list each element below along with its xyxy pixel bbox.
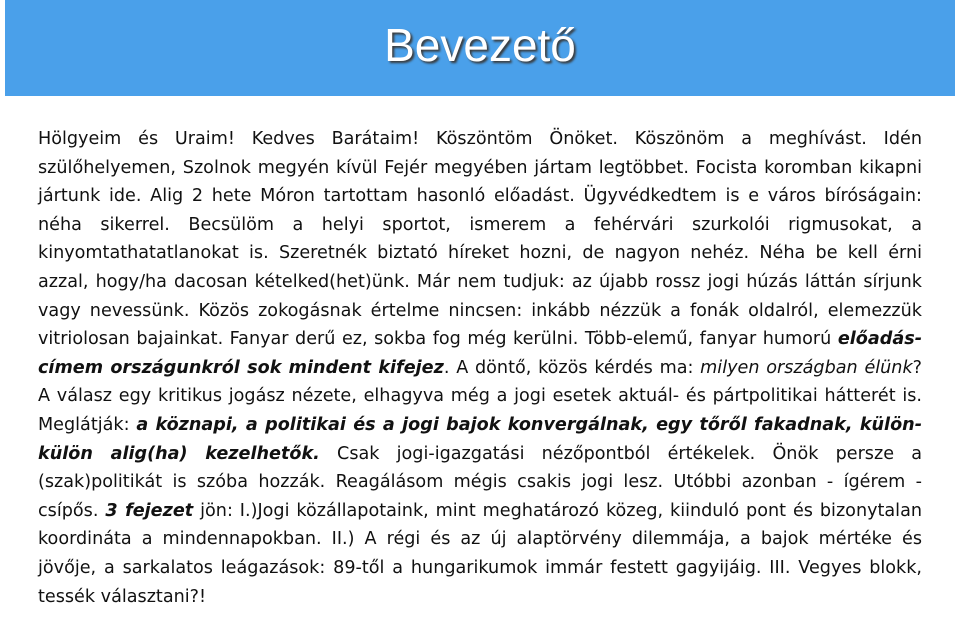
emphasis-thesis: a köznapi, a politikai és a jogi bajok konvergálnak, egy tőről fakadnak, külön-külön alig(ha) kezelhetők.: [38, 414, 922, 464]
title-bar: [5, 0, 955, 96]
emphasis-chapters: 3 fejezet: [105, 500, 194, 521]
text-segment-outline: jön: I.)Jogi közállapotaink, mint meghatározó közeg, kiinduló pont és bizonytalan koordináta a mindennapokban. II.) A régi és az új alaptörvény dilemmája, a bajok mértéke és jövője, a sarkalatos leágazások: 89-től a hungarikumok immár festett gagyijáig. III. Vegyes blokk, tessék választani?!: [38, 500, 923, 607]
body-paragraph: [38, 125, 922, 611]
text-segment-intro: Hölgyeim és Uraim! Kedves Barátaim! Köszöntöm Önöket. Köszönöm a meghívást. Idén szülőhelyemen, Szolnok megyén kívül Fejér megyében jártam legtöbbet. Focista koromban kikapni jártunk ide. Alig 2 hete Móron tartottam hasonló előadást. Ügyvédkedtem is e város bíróságain: néha sikerrel. Becsülöm a helyi sportot, ismerem a fehérvári szurkolói rigmusokat, a kinyomtathatatlanokat is. Szeretnék biztató híreket hozni, de nagyon nehéz. Néha be kell érni azzal, hogy/ha dacosan kételked(het)ünk. Már nem tudjuk: az újabb rossz jogi húzás láttán sírjunk vagy nevessünk. Közös zokogásnak értelme nincsen: inkább nézzük a fonák oldalról, elemezzük vitriolosan bajainkat. Fanyar derű ez, sokba fog még kerülni. Több-elemű, fanyar humorú: [38, 129, 922, 350]
emphasis-title-phrase: előadás-címem országunkról sok mindent kifejez: [38, 329, 922, 378]
text-segment-perspective: Csak jogi-igazgatási nézőpontból értékelek. Önök persze a (szak)politikát is szóba hozzák. Reagálásom mégis csakis jogi lesz. Utóbbi azonban - ígérem - csípős.: [38, 443, 922, 521]
emphasis-question-phrase: milyen országban élünk: [700, 357, 913, 378]
text-segment-answer: ? A válasz egy kritikus jogász nézete, elhagyva még a jogi esetek aktuál- és pártpolitikai hátterét is. Meglátják:: [38, 357, 922, 435]
text-segment-question: . A döntő, közös kérdés ma:: [443, 357, 701, 378]
slide-title: Bevezető: [384, 19, 576, 71]
